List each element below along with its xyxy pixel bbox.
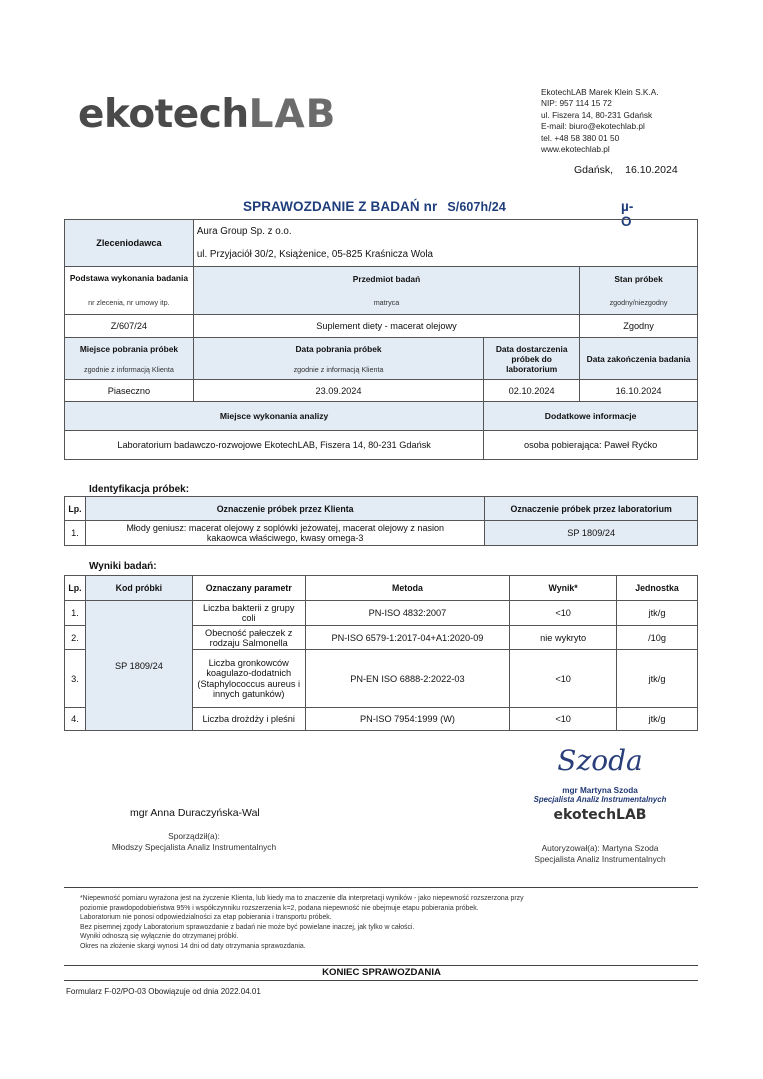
report-code: µ-O — [621, 199, 634, 229]
result-value: nie wykryto — [510, 626, 617, 650]
additional-info-label: Dodatkowe informacje — [484, 402, 698, 431]
identification-client-sample: Młody geniusz: macerat olejowy z soplówki jeżowatej, macerat olejowy z nasion kakaowca właściwego, kwasy omega-3 — [85, 521, 484, 546]
results-heading: Wyniki badań: — [89, 561, 157, 572]
company-details — [541, 87, 659, 155]
identification-col-lp: Lp. — [65, 497, 86, 521]
report-number: S/607h/24 — [447, 200, 506, 214]
results-col-param: Oznaczany parametr — [192, 576, 305, 601]
result-value: <10 — [510, 650, 617, 708]
logo-text-ekotech: ekotech — [78, 92, 249, 137]
analysis-place: Laboratorium badawczo-rozwojowe EkotechLAB, Fiszera 14, 80-231 Gdańsk — [65, 431, 484, 460]
author-prepared-label: Sporządził(a): — [168, 831, 220, 841]
footnote-line: Okres na złożenie skargi wynosi 14 dni od daty otrzymania sprawozdania. — [80, 942, 306, 950]
footnote-divider — [64, 887, 698, 888]
identification-lp: 1. — [65, 521, 86, 546]
table-row — [65, 601, 698, 626]
footnote-line: Bez pisemnej zgody Laboratorium sprawozdanie z badań nie może być powielane inaczej, jak tylko w całości. — [80, 923, 415, 931]
result-unit: jtk/g — [617, 601, 698, 626]
basis-sub: nr zlecenia, nr umowy itp. — [65, 291, 194, 315]
footnotes — [80, 894, 620, 952]
result-value: <10 — [510, 708, 617, 731]
identification-col-client: Oznaczenie próbek przez Klienta — [85, 497, 484, 521]
result-lp: 4. — [65, 708, 86, 731]
footnote-line: Laboratorium nie ponosi odpowiedzialności za etap pobierania i transportu próbek. — [80, 914, 332, 922]
subject-sub: matryca — [193, 291, 579, 315]
result-unit: jtk/g — [617, 650, 698, 708]
result-lp: 2. — [65, 626, 86, 650]
authorized-role: Specjalista Analiz Instrumentalnych — [534, 854, 666, 864]
result-param: Liczba gronkowców koagulazo-dodatnich (Staphylococcus aureus i innych gatunków) — [192, 650, 305, 708]
end-divider — [64, 965, 698, 966]
stamp-name: mgr Martyna Szoda — [562, 786, 638, 795]
subject-value: Suplement diety - macerat olejowy — [193, 315, 579, 338]
state-value: Zgodny — [580, 315, 698, 338]
end-date-label: Data zakończenia badania — [580, 338, 698, 380]
additional-info: osoba pobierająca: Paweł Ryćko — [484, 431, 698, 460]
footnote-line: *Niepewność pomiaru wyrażona jest na życzenie Klienta, lub kiedy ma to znaczenie dla interpretacji wyników - jako niepewność rozszerzona przy — [80, 895, 524, 902]
result-param: Liczba drożdży i pleśni — [192, 708, 305, 731]
authorized-by: Autoryzował(a): Martyna Szoda — [541, 843, 659, 853]
end-of-report: KONIEC SPRAWOZDANIA — [322, 967, 441, 978]
sampling-place-sub: zgodnie z informacją Klienta — [65, 360, 194, 380]
result-method: PN-ISO 6579-1:2017-04+A1:2020-09 — [305, 626, 510, 650]
results-col-code: Kod próbki — [85, 576, 192, 601]
company-email: E-mail: biuro@ekotechlab.pl — [541, 121, 645, 132]
client-label: Zleceniodawca — [65, 220, 194, 267]
result-method: PN-ISO 4832:2007 — [305, 601, 510, 626]
identification-heading: Identyfikacja próbek: — [89, 484, 190, 495]
delivery-date: 02.10.2024 — [484, 380, 580, 402]
results-col-unit: Jednostka — [617, 576, 698, 601]
result-method: PN-ISO 7954:1999 (W) — [305, 708, 510, 731]
end-date: 16.10.2024 — [580, 380, 698, 402]
company-www: www.ekotechlab.pl — [541, 144, 610, 155]
results-col-method: Metoda — [305, 576, 510, 601]
order-number: Z/607/24 — [65, 315, 194, 338]
delivery-date-label: Data dostarczenia próbek do laboratorium — [484, 338, 580, 380]
author-name: mgr Anna Duraczyńska-Wal — [130, 807, 260, 819]
company-name: EkotechLAB Marek Klein S.K.A. — [541, 87, 659, 97]
client-name: Aura Group Sp. z o.o. — [193, 220, 697, 243]
result-param: Obecność pałeczek z rodzaju Salmonella — [192, 626, 305, 650]
result-value: <10 — [510, 601, 617, 626]
result-lp: 3. — [65, 650, 86, 708]
identification-table — [64, 496, 698, 546]
client-address: ul. Przyjaciół 30/2, Książenice, 05-825 Kraśnicza Wola — [193, 243, 697, 267]
report-title-text: SPRAWOZDANIE Z BADAŃ nr — [243, 199, 438, 214]
results-col-result: Wynik* — [510, 576, 617, 601]
authorization-stamp — [525, 742, 675, 823]
stamp-logo: ekotechLAB — [553, 807, 647, 823]
results-col-lp: Lp. — [65, 576, 86, 601]
report-city: Gdańsk, — [574, 164, 614, 176]
form-identifier: Formularz F-02/PO-03 Obowiązuje od dnia 2022.04.01 — [66, 987, 261, 996]
state-sub: zgodny/niezgodny — [580, 291, 698, 315]
sampling-date: 23.09.2024 — [193, 380, 483, 402]
result-method: PN-EN ISO 6888-2:2022-03 — [305, 650, 510, 708]
company-tel: tel. +48 58 380 01 50 — [541, 132, 620, 143]
result-unit: /10g — [617, 626, 698, 650]
result-sample-code: SP 1809/24 — [85, 601, 192, 731]
results-table — [64, 575, 698, 731]
report-date: 16.10.2024 — [625, 164, 678, 176]
form-divider — [64, 980, 698, 981]
author-role: Młodszy Specjalista Analiz Instrumentalnych — [111, 842, 277, 852]
sampling-date-sub: zgodnie z informacją Klienta — [193, 360, 483, 380]
sampling-place: Piaseczno — [65, 380, 194, 402]
company-logo — [78, 92, 336, 137]
company-nip: NIP: 957 114 15 72 — [541, 98, 612, 109]
authorized-block — [520, 843, 680, 865]
result-param: Liczba bakterii z grupy coli — [192, 601, 305, 626]
report-place-date — [574, 164, 678, 176]
result-unit: jtk/g — [617, 708, 698, 731]
identification-col-lab: Oznaczenie próbek przez laboratorium — [485, 497, 698, 521]
footnote-line: poziomie prawdopodobieństwa 95% i współczynniku rozszerzenia k=2, podana niepewność nie obejmuje etapu pobierania próbek. — [80, 904, 479, 912]
identification-lab-sample: SP 1809/24 — [485, 521, 698, 546]
footnote-line: Wyniki odnoszą się wyłącznie do otrzymanej próbki. — [80, 933, 239, 941]
company-address: ul. Fiszera 14, 80-231 Gdańsk — [541, 109, 653, 120]
handwritten-signature: Szoda — [557, 744, 643, 777]
table-row — [65, 521, 698, 546]
analysis-place-label: Miejsce wykonania analizy — [65, 402, 484, 431]
stamp-role: Specjalista Analiz Instrumentalnych — [533, 795, 667, 804]
sampling-place-label: Miejsce pobrania próbek — [65, 338, 194, 360]
author-block — [96, 831, 292, 853]
basis-label: Podstawa wykonania badania — [65, 267, 194, 291]
order-info-table — [64, 219, 698, 460]
sampling-date-label: Data pobrania próbek — [193, 338, 483, 360]
logo-text-lab: LAB — [248, 92, 337, 137]
result-lp: 1. — [65, 601, 86, 626]
subject-label: Przedmiot badań — [193, 267, 579, 291]
state-label: Stan próbek — [580, 267, 698, 291]
report-title — [243, 199, 634, 229]
